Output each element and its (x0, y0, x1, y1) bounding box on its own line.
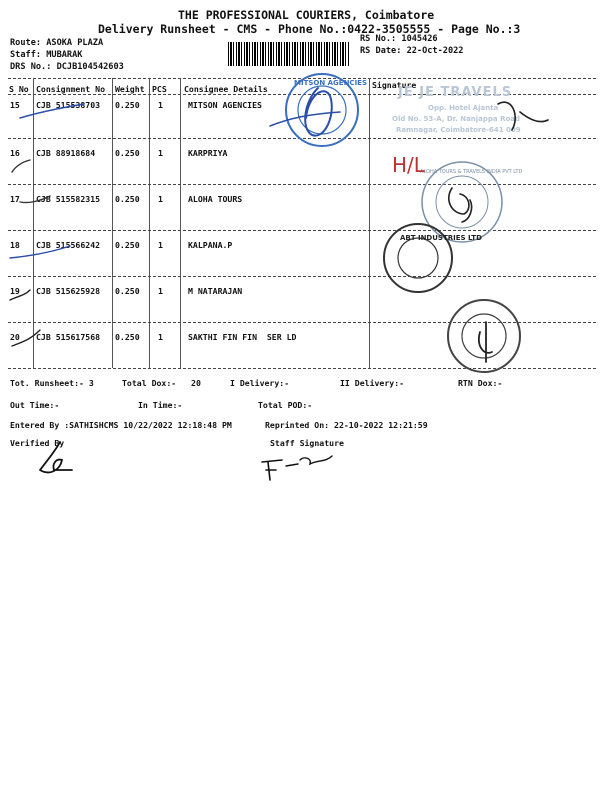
rs-date: RS Date: 22-Oct-2022 (360, 46, 464, 56)
row-rule (8, 184, 596, 185)
table-header-rule (8, 94, 596, 95)
col-weight: Weight (115, 84, 145, 94)
row-consignment: CJB 515582315 (36, 194, 101, 204)
row-pcs: 1 (158, 286, 163, 296)
drs-number: DRS No.: DCJB104542603 (10, 62, 124, 72)
stamp-jeje-name: JE JE TRAVELS (398, 85, 513, 100)
hl-mark: H/L (392, 153, 425, 177)
row-consignment: CJB 515625928 (36, 286, 101, 296)
row-pcs: 1 (158, 332, 163, 342)
row-pcs: 1 (158, 148, 163, 158)
row-sno: 15 (10, 100, 20, 110)
table-top-rule (8, 78, 596, 79)
col-consignee: Consignee Details (184, 84, 268, 94)
row-sno: 17 (10, 194, 20, 204)
rtn-dox: RTN Dox:- (458, 378, 503, 388)
total-dox: Total Dox:- 20 (122, 378, 201, 388)
row-weight: 0.250 (115, 100, 140, 110)
row-consignment: CJB 88918684 (36, 148, 96, 158)
stamp-jeje-line1: Opp. Hotel Ajanta (428, 104, 499, 112)
row-weight: 0.250 (115, 240, 140, 250)
row-pcs: 1 (158, 240, 163, 250)
row-sno: 19 (10, 286, 20, 296)
row-weight: 0.250 (115, 148, 140, 158)
col-divider (33, 78, 34, 368)
col-signature: Signature (372, 80, 417, 90)
row-weight: 0.250 (115, 194, 140, 204)
row-consignee: ALOHA TOURS (188, 194, 243, 204)
row-consignment: CJB 515538703 (36, 100, 101, 110)
total-pod: Total POD:- (258, 400, 313, 410)
stamp-abt-text: ABT INDUSTRIES LTD (400, 234, 482, 242)
row-rule (8, 276, 596, 277)
row-sno: 16 (10, 148, 20, 158)
verified-by: Verified By (10, 438, 65, 448)
total-runsheet: Tot. Runsheet:- 3 (10, 378, 94, 388)
row-weight: 0.250 (115, 332, 140, 342)
route-label: Route: ASOKA PLAZA (10, 38, 104, 48)
stamp-aloha-text: ALOHA TOURS & TRAVELS INDIA PVT LTD (420, 169, 523, 175)
col-divider (149, 78, 150, 368)
i-delivery: I Delivery:- (230, 378, 290, 388)
row-consignee: MITSON AGENCIES (188, 100, 262, 110)
barcode (228, 42, 350, 66)
stamp-jeje-line3: Ramnagar, Coimbatore-641 009 (396, 126, 521, 134)
row-rule (8, 230, 596, 231)
row-pcs: 1 (158, 100, 163, 110)
stamp-mitson-text: MITSON AGENCIES (294, 79, 368, 87)
staff-label: Staff: MUBARAK (10, 50, 83, 60)
out-time: Out Time:- (10, 400, 60, 410)
row-rule (8, 138, 596, 139)
row-consignee: KALPANA.P (188, 240, 233, 250)
row-weight: 0.250 (115, 286, 140, 296)
entered-by: Entered By :SATHISHCMS 10/22/2022 12:18:48 PM (10, 420, 232, 430)
rs-number: RS No.: 1045426 (360, 34, 438, 44)
row-consignee: SAKTHI FIN FIN SER LD (188, 332, 297, 342)
row-consignee: M NATARAJAN (188, 286, 243, 296)
runsheet-title: Delivery Runsheet - CMS - Phone No.:0422-3505555 - Page No.:3 (98, 22, 521, 36)
col-consignment: Consignment No (36, 84, 106, 94)
col-sno: S No (9, 84, 29, 94)
company-title: THE PROFESSIONAL COURIERS, Coimbatore (178, 8, 435, 22)
reprinted-on: Reprinted On: 22-10-2022 12:21:59 (265, 420, 428, 430)
in-time: In Time:- (138, 400, 183, 410)
ii-delivery: II Delivery:- (340, 378, 405, 388)
row-sno: 18 (10, 240, 20, 250)
stamp-jeje-line2: Old No. 53-A, Dr. Nanjappa Road (392, 115, 521, 123)
staff-signature-label: Staff Signature (270, 438, 344, 448)
col-pcs: PCS (152, 84, 167, 94)
row-pcs: 1 (158, 194, 163, 204)
row-consignment: CJB 515566242 (36, 240, 101, 250)
col-divider (180, 78, 181, 368)
row-rule (8, 322, 596, 323)
row-sno: 20 (10, 332, 20, 342)
table-bottom-rule (8, 368, 596, 369)
row-consignee: KARPRIYA (188, 148, 228, 158)
col-divider (369, 78, 370, 368)
row-consignment: CJB 515617568 (36, 332, 101, 342)
col-divider (112, 78, 113, 368)
